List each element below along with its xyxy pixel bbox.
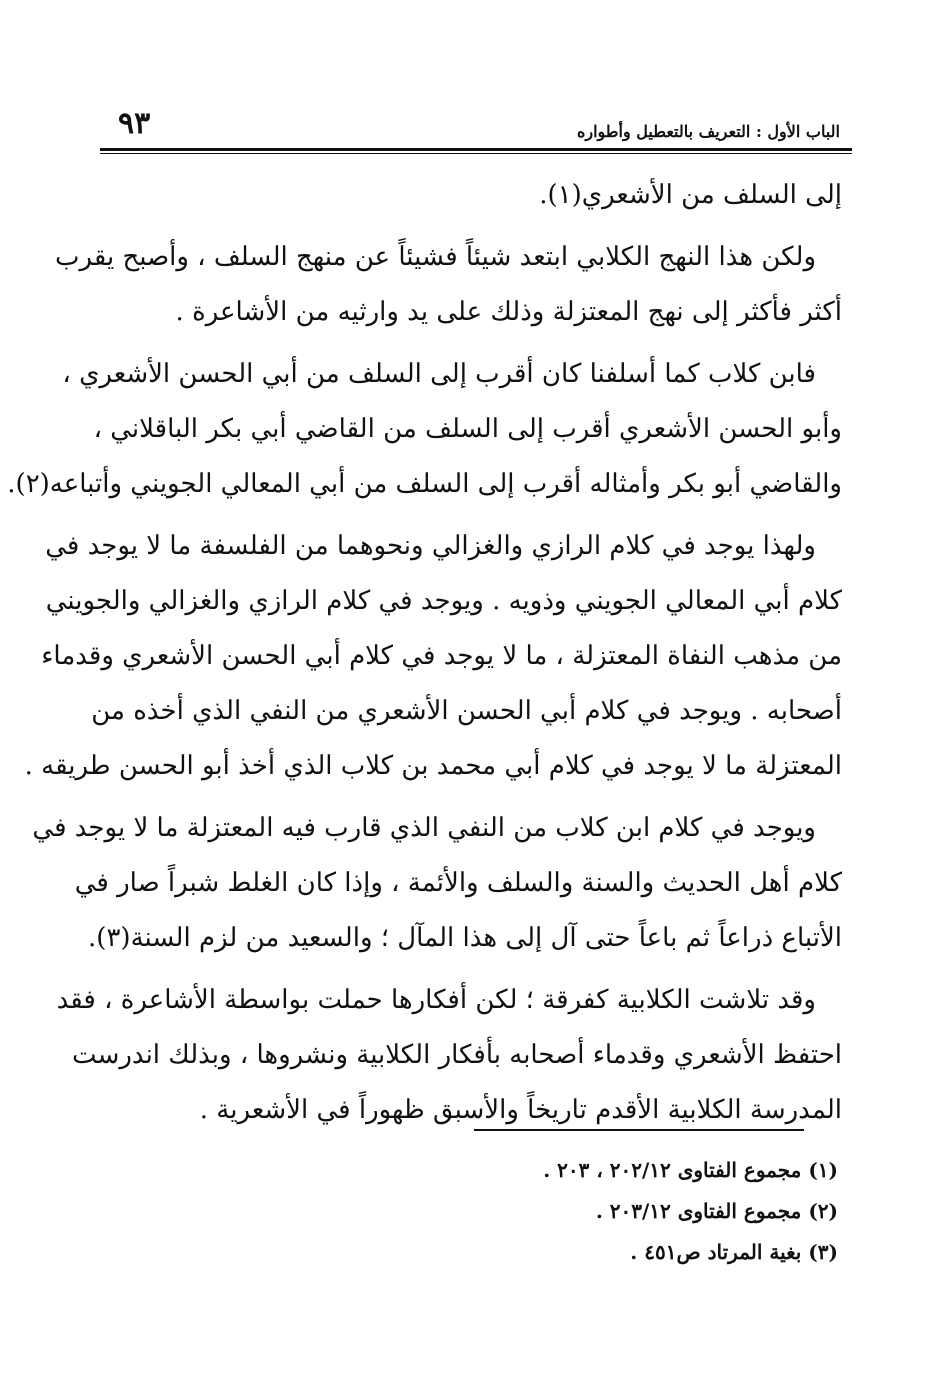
page-number: ٩٣: [118, 106, 151, 141]
text-line: وقد تلاشت الكلابية كفرقة ؛ لكن أفكارها حملت بواسطة الأشاعرة ، فقد: [56, 985, 816, 1015]
text-line: كلام أبي المعالي الجويني وذويه . ويوجد في كلام الرازي والغزالي والجويني: [45, 586, 842, 616]
paragraph: [32, 801, 842, 966]
footnote-1: (١) مجموع الفتاوى ٢٠٢/١٢ ، ٢٠٣ .: [543, 1158, 838, 1182]
text-line: وأبو الحسن الأشعري أقرب إلى السلف من القاضي أبي بكر الباقلاني ،: [93, 414, 842, 444]
footnotes: [378, 1150, 838, 1273]
footnote-3: (٣) بغية المرتاد ص٤٥١ .: [630, 1240, 838, 1264]
text-line: الأتباع ذراعاً ثم باعاً حتى آل إلى هذا المآل ؛ والسعيد من لزم السنة(٣).: [88, 923, 842, 953]
text-line: ويوجد في كلام ابن كلاب من النفي الذي قارب فيه المعتزلة ما لا يوجد في: [32, 813, 816, 843]
text-line: أصحابه . ويوجد في كلام أبي الحسن الأشعري من النفي الذي أخذه من: [91, 696, 842, 726]
paragraph: [100, 168, 842, 223]
text-line: احتفظ الأشعري وقدماء أصحابه بأفكار الكلابية ونشروها ، وبذلك اندرست: [72, 1040, 842, 1070]
text-line: إلى السلف من الأشعري(١).: [539, 180, 842, 210]
text-line: المدرسة الكلابية الأقدم تاريخاً والأسبق ظهوراً في الأشعرية .: [199, 1095, 842, 1125]
text-line: فابن كلاب كما أسلفنا كان أقرب إلى السلف من أبي الحسن الأشعري ،: [62, 359, 816, 389]
footnote-divider: [474, 1129, 804, 1131]
text-line: ولهذا يوجد في كلام الرازي والغزالي ونحوهما من الفلسفة ما لا يوجد في: [45, 531, 816, 561]
paragraph: [24, 519, 842, 794]
text-line: والقاضي أبو بكر وأمثاله أقرب إلى السلف من أبي المعالي الجويني وأتباعه(٢).: [7, 469, 842, 499]
paragraph: [55, 230, 842, 340]
chapter-title: الباب الأول : التعريف بالتعطيل وأطواره: [576, 122, 840, 141]
header-divider: [100, 148, 852, 154]
footnote-2: (٢) مجموع الفتاوى ٢٠٣/١٢ .: [595, 1199, 838, 1223]
body-text: [7, 168, 842, 1145]
running-header: [100, 106, 852, 150]
paragraph: [7, 347, 842, 512]
text-line: أكثر فأكثر إلى نهج المعتزلة وذلك على يد وارثيه من الأشاعرة .: [175, 297, 842, 327]
text-line: ولكن هذا النهج الكلابي ابتعد شيئاً فشيئاً عن منهج السلف ، وأصبح يقرب: [55, 242, 816, 272]
text-line: المعتزلة ما لا يوجد في كلام أبي محمد بن كلاب الذي أخذ أبو الحسن طريقه .: [24, 751, 842, 781]
text-line: كلام أهل الحديث والسنة والسلف والأئمة ، وإذا كان الغلط شبراً صار في: [74, 868, 842, 898]
text-line: من مذهب النفاة المعتزلة ، ما لا يوجد في كلام أبي الحسن الأشعري وقدماء: [41, 641, 842, 671]
paragraph: [56, 973, 842, 1138]
